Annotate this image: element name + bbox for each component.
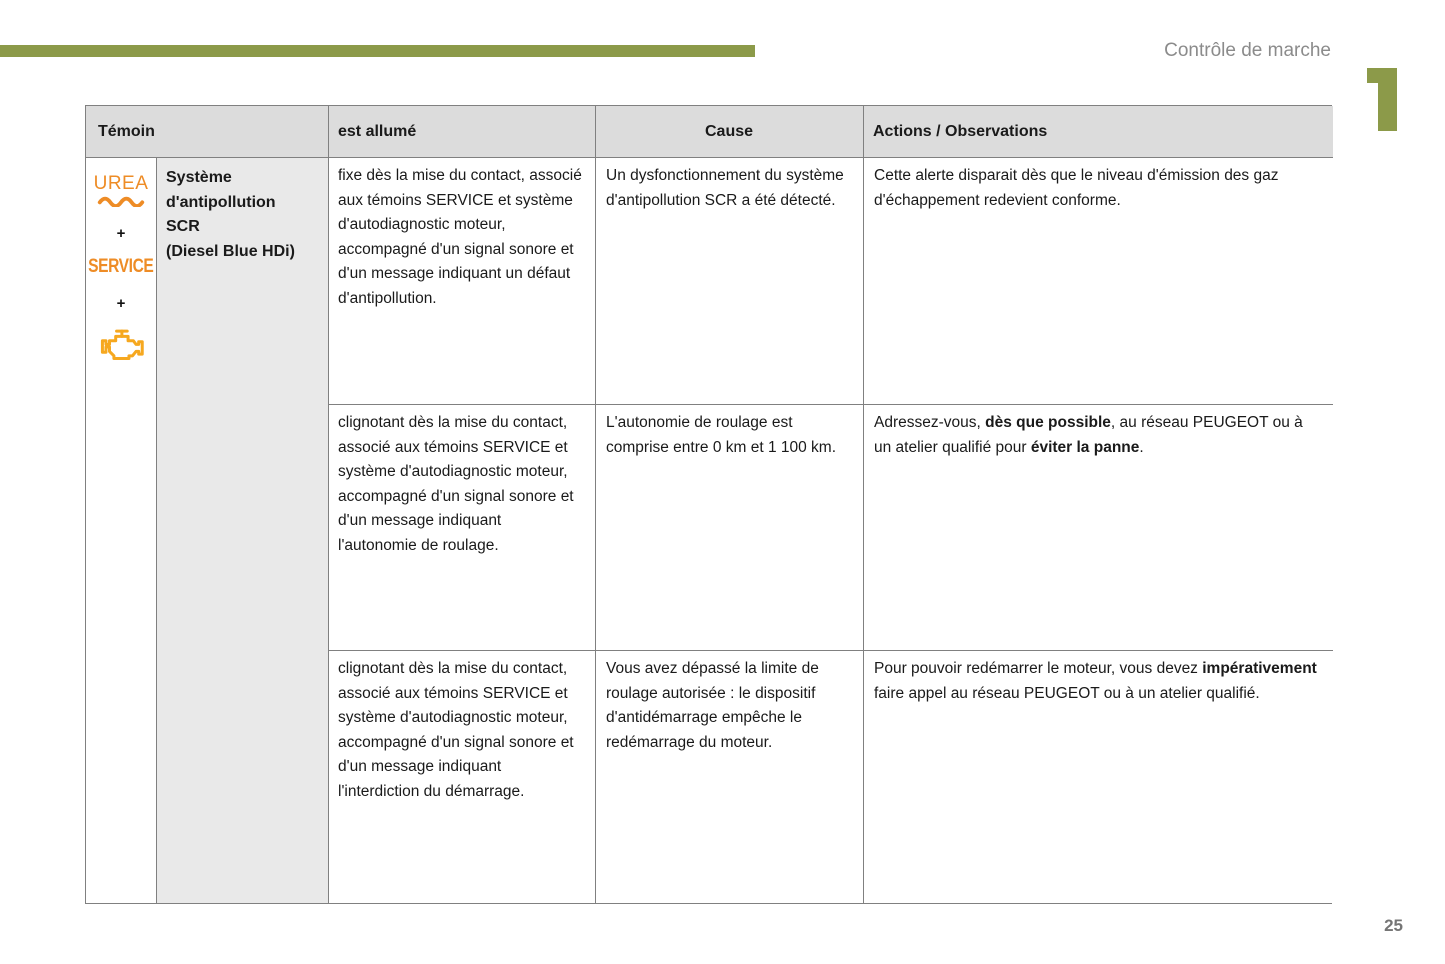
column-header-cause: Cause <box>596 106 864 158</box>
chapter-number-tab <box>1367 68 1397 131</box>
engine-warning-icon <box>98 327 144 372</box>
urea-icon-label: UREA <box>93 173 149 194</box>
est-allume-row1: fixe dès la mise du contact, associé aux témoins SERVICE et système d'autodiagnostic moteur, accompagné d'un signal sonore et d'un message indiquant un défaut d'antipollution. <box>329 158 596 405</box>
page-header-title: Contrôle de marche <box>1164 40 1331 61</box>
plus-icon: + <box>116 295 126 312</box>
service-warning-icon: SERVICE <box>88 256 154 277</box>
urea-wave-icon <box>97 194 145 207</box>
temoin-icons-cell <box>86 158 157 903</box>
actions-row1: Cette alerte disparait dès que le niveau d'émission des gaz d'échappement redevient conforme. <box>864 158 1333 405</box>
warning-lights-table <box>85 105 1332 904</box>
actions-row3: Pour pouvoir redémarrer le moteur, vous devez impérativement faire appel au réseau PEUGEOT ou à un atelier qualifié. <box>864 651 1333 903</box>
est-allume-row2: clignotant dès la mise du contact, associé aux témoins SERVICE et système d'autodiagnostic moteur, accompagné d'un signal sonore et d'un message indiquant l'autonomie de roulage. <box>329 405 596 651</box>
column-header-actions: Actions / Observations <box>864 106 1333 158</box>
column-header-temoin: Témoin <box>86 106 329 158</box>
actions-row2: Adressez-vous, dès que possible, au réseau PEUGEOT ou à un atelier qualifié pour éviter la panne. <box>864 405 1333 651</box>
plus-icon: + <box>116 225 126 242</box>
cause-row1: Un dysfonctionnement du système d'antipollution SCR a été détecté. <box>596 158 864 405</box>
cause-row3: Vous avez dépassé la limite de roulage autorisée : le dispositif d'antidémarrage empêche le redémarrage du moteur. <box>596 651 864 903</box>
column-header-est-allume: est allumé <box>329 106 596 158</box>
urea-warning-icon <box>94 174 149 207</box>
accent-bar <box>0 45 755 57</box>
cause-row2: L'autonomie de roulage est comprise entre 0 km et 1 100 km. <box>596 405 864 651</box>
est-allume-row3: clignotant dès la mise du contact, associé aux témoins SERVICE et système d'autodiagnostic moteur, accompagné d'un signal sonore et d'un message indiquant l'interdiction du démarrage. <box>329 651 596 903</box>
system-label: Système d'antipollution SCR (Diesel Blue HDi) <box>157 158 329 903</box>
chapter-glyph-stem <box>1378 68 1397 131</box>
page-number: 25 <box>1384 916 1403 935</box>
